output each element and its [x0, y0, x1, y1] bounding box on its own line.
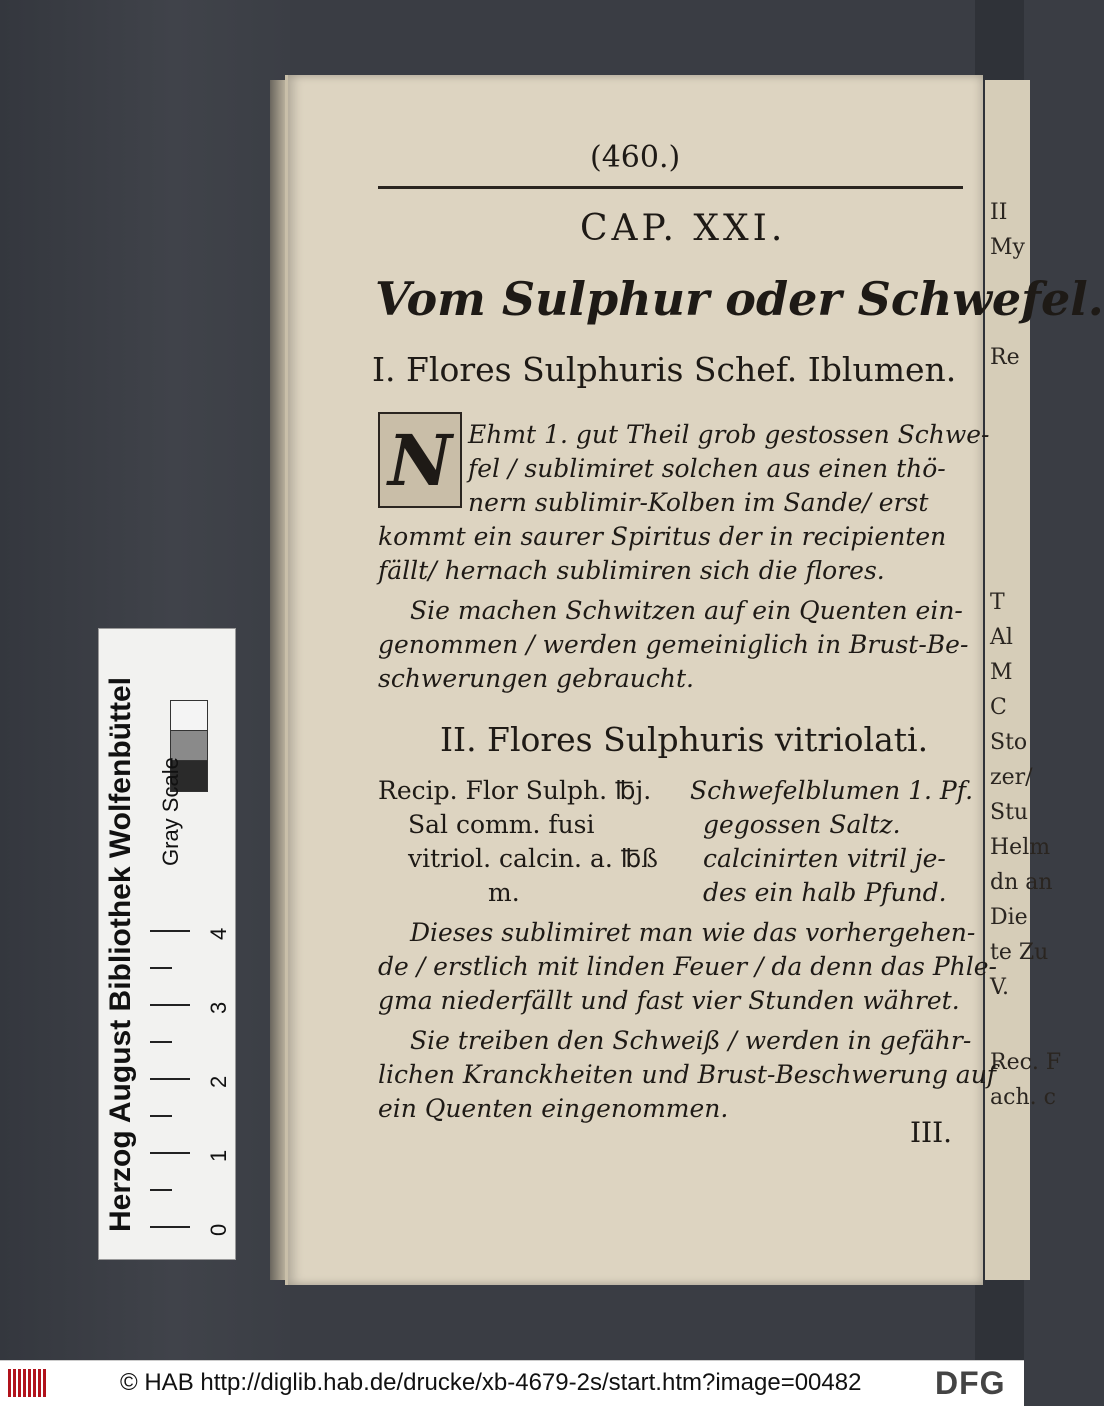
- text-line: fel / sublimiret solchen aus einen thö-: [468, 454, 946, 483]
- text-line: fällt/ hernach sublimiren sich die flores.: [378, 556, 885, 585]
- ruler-tick: [150, 930, 190, 932]
- gray-scale-label: Gray Scale: [158, 757, 183, 866]
- recipe-left-line: vitriol. calcin. a. ℔ß: [408, 844, 658, 873]
- recipe-right-line: gegossen Saltz.: [703, 810, 901, 839]
- header-rule: [378, 186, 963, 189]
- text-line: de / erstlich mit linden Feuer / da denn das Phle-: [378, 952, 997, 981]
- gray-swatch-white: [170, 700, 208, 732]
- fragment-line: T: [990, 590, 1005, 615]
- text-line: kommt ein saurer Spiritus der in recipienten: [378, 522, 947, 551]
- text-line: Ehmt 1. gut Theil grob gestossen Schwe-: [468, 420, 990, 449]
- hab-logo-icon: [8, 1369, 48, 1397]
- fragment-line: V.: [990, 975, 1010, 1000]
- ruler-number: 2: [206, 1075, 231, 1088]
- recipe-right-line: des ein halb Pfund.: [703, 878, 947, 907]
- ruler-tick: [150, 1004, 190, 1006]
- fragment-line: Helm: [990, 835, 1051, 860]
- ruler-tick: [150, 1152, 190, 1154]
- ruler-tick-half: [150, 967, 172, 969]
- page-heading: Vom Sulphur oder Schwefel.: [375, 272, 1104, 326]
- text-line: Dieses sublimiret man wie das vorhergehen-: [410, 918, 976, 947]
- section-title-1: I. Flores Sulphuris Schef. Iblumen.: [372, 350, 957, 389]
- text-line: schwerungen gebraucht.: [378, 664, 694, 693]
- fragment-line: Sto: [990, 730, 1028, 755]
- dfg-logo: DFG: [935, 1365, 1006, 1401]
- fragment-line: Die: [990, 905, 1028, 930]
- page-number: (460.): [590, 140, 681, 175]
- text-line: gma niederfällt und fast vier Stunden währet.: [378, 986, 960, 1015]
- ruler-tick-half: [150, 1115, 172, 1117]
- ruler-tick-half: [150, 1041, 172, 1043]
- fragment-line: Rec. F: [990, 1050, 1062, 1075]
- page-edge-shadow: [270, 80, 285, 1280]
- recipe-left-line: m.: [488, 878, 520, 907]
- text-line: genommen / werden gemeiniglich in Brust-Be-: [378, 630, 969, 659]
- adjacent-page-fragment: [985, 80, 1062, 1280]
- recipe-right-line: calcinirten vitril je-: [703, 844, 946, 873]
- catchword: III.: [910, 1116, 953, 1149]
- ruler-tick: [150, 1226, 190, 1228]
- text-line: ein Quenten eingenommen.: [378, 1094, 729, 1123]
- fragment-line: Re: [990, 345, 1020, 370]
- fragment-line: te Zu: [990, 940, 1049, 965]
- fragment-line: zer/: [990, 765, 1033, 790]
- fragment-line: C: [990, 695, 1007, 720]
- ruler-tick: [150, 1078, 190, 1080]
- text-line: lichen Kranckheiten und Brust-Beschwerung auf: [378, 1060, 997, 1089]
- recipe-right-line: Schwefelblumen 1. Pf.: [690, 776, 974, 805]
- fragment-line: ach. c: [990, 1085, 1056, 1110]
- fragment-line: Al: [990, 625, 1013, 650]
- fragment-line: II: [990, 200, 1008, 225]
- footer-bar: [0, 1360, 1024, 1406]
- fragment-line: M: [990, 660, 1013, 685]
- decorated-initial: N: [378, 412, 462, 508]
- text-line: Sie machen Schwitzen auf ein Quenten ein-: [410, 596, 963, 625]
- footer-copyright-link[interactable]: © HAB http://diglib.hab.de/drucke/xb-4679-2s/start.htm?image=00482: [120, 1369, 862, 1396]
- section-title-2: II. Flores Sulphuris vitriolati.: [440, 720, 929, 759]
- ruler-number: 0: [206, 1223, 231, 1236]
- ruler-number: 3: [206, 1001, 231, 1014]
- fragment-line: Stu: [990, 800, 1029, 825]
- fragment-line: My: [990, 235, 1025, 260]
- recipe-left-line: Recip. Flor Sulph. ℔j.: [378, 776, 652, 805]
- library-name: Herzog August Bibliothek Wolfenbüttel: [104, 677, 137, 1232]
- ruler-tick-half: [150, 1189, 172, 1191]
- chapter-title: CAP. XXI.: [580, 208, 787, 249]
- fragment-line: dn an: [990, 870, 1053, 895]
- text-line: Sie treiben den Schweiß / werden in gefähr-: [410, 1026, 972, 1055]
- text-line: nern sublimir-Kolben im Sande/ erst: [468, 488, 929, 517]
- recipe-left-line: Sal comm. fusi: [408, 810, 595, 839]
- ruler-number: 1: [206, 1149, 231, 1162]
- ruler-number: 4: [206, 927, 231, 940]
